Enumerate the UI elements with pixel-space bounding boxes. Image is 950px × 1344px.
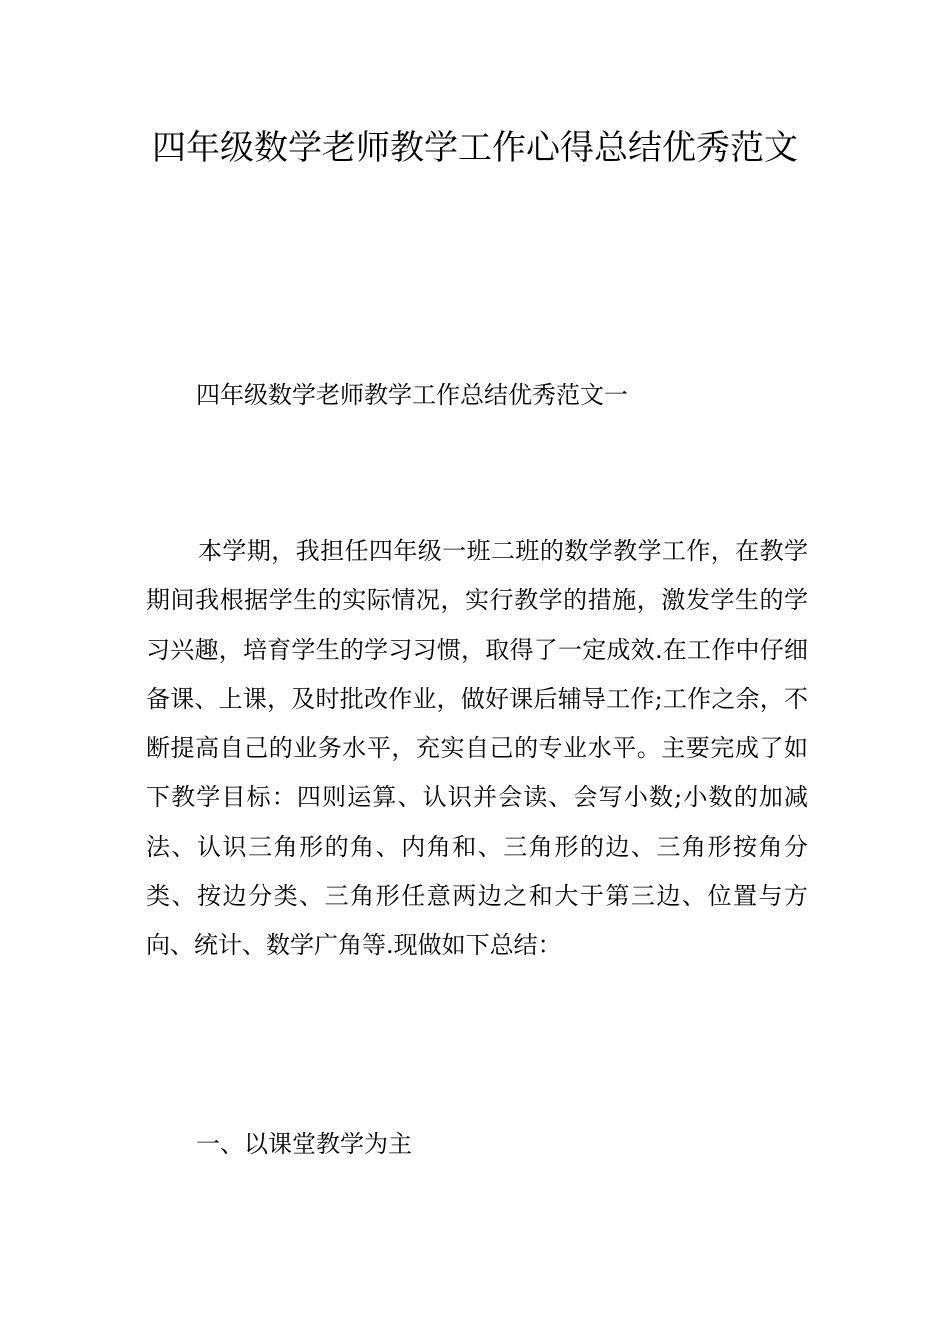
body-paragraph: 本学期，我担任四年级一班二班的数学教学工作，在教学期间我根据学生的实际情况，实行教学的措施，激发学生的学习兴趣，培育学生的学习习惯，取得了一定成效.在工作中仔细备课、上课，及时批改作业，做好课后辅导工作;工作之余，不断提高自己的业务水平，充实自己的专业水平。主要完成了如下教学目标：四则运算、认识并会读、会写小数;小数的加减法、认识三角形的角、内角和、三角形的边、三角形按角分类、按边分类、三角形任意两边之和大于第三边、位置与方向、统计、数学广角等.现做如下总结： [146,537,808,960]
document-title: 四年级数学老师教学工作心得总结优秀范文 [152,128,798,168]
section-heading: 四年级数学老师教学工作总结优秀范文一 [196,381,628,409]
subheading: 一、以课堂教学为主 [196,1130,412,1158]
